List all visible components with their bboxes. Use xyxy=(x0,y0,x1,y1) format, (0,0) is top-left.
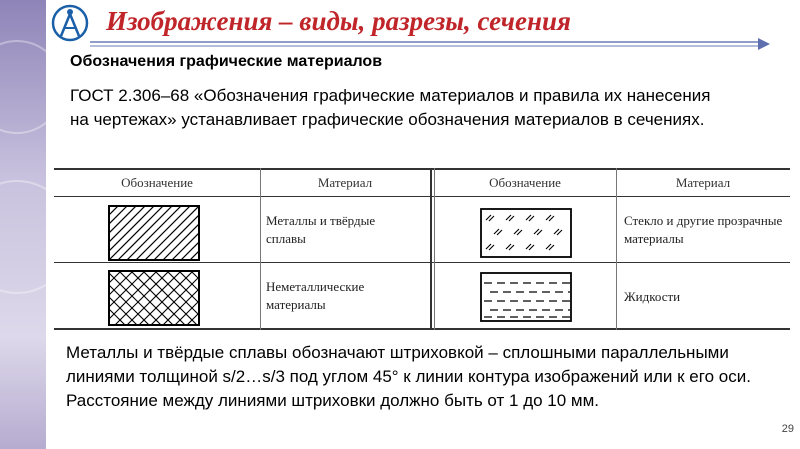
material-liquids: Жидкости xyxy=(624,289,681,304)
page-number: 29 xyxy=(781,423,794,435)
table-center-divider xyxy=(434,168,435,330)
body-paragraph: Металлы и твёрдые сплавы обозначают штриховкой – сплошными параллельными линиями толщиной s/2…s/3 под углом 45° к линии контура изображений или к его оси. Расстояние между линиями штриховки должно быть от 1 до 10 мм. xyxy=(66,343,751,410)
materials-table xyxy=(54,168,790,330)
header-designation-left: Обозначение xyxy=(121,175,193,190)
header-material-right: Материал xyxy=(675,175,731,190)
decorative-sidebar xyxy=(0,0,46,449)
slide-title: Изображения – виды, разрезы, сечения xyxy=(106,6,571,36)
header-designation-right: Обозначение xyxy=(489,175,561,190)
title-underline-arrow xyxy=(90,38,770,50)
metal-hatch-symbol xyxy=(108,205,200,261)
header-material-left: Материал xyxy=(317,175,373,190)
table-col-divider xyxy=(616,168,617,330)
material-nonmetals: Неметаллические материалы xyxy=(266,279,365,312)
compass-logo-icon xyxy=(50,3,90,43)
material-metals: Металлы и твёрдые сплавы xyxy=(266,213,376,246)
table-center-divider xyxy=(430,168,432,330)
table-row-divider xyxy=(54,262,790,263)
table-border-top xyxy=(54,168,790,170)
glass-symbol xyxy=(480,208,572,258)
decorative-ring xyxy=(0,40,64,134)
liquid-symbol xyxy=(480,272,572,322)
nonmetal-crosshatch-symbol xyxy=(108,270,200,326)
table-border-bottom xyxy=(54,328,790,330)
intro-paragraph: ГОСТ 2.306–68 «Обозначения графические материалов и правила их нанесения на чертежах» устанавливает графические обозначения материалов в сечениях. xyxy=(70,86,711,129)
section-subtitle: Обозначения графические материалов xyxy=(70,53,383,70)
table-header-divider xyxy=(54,196,790,197)
material-glass: Стекло и другие прозрачные материалы xyxy=(624,213,783,246)
table-col-divider xyxy=(260,168,261,330)
